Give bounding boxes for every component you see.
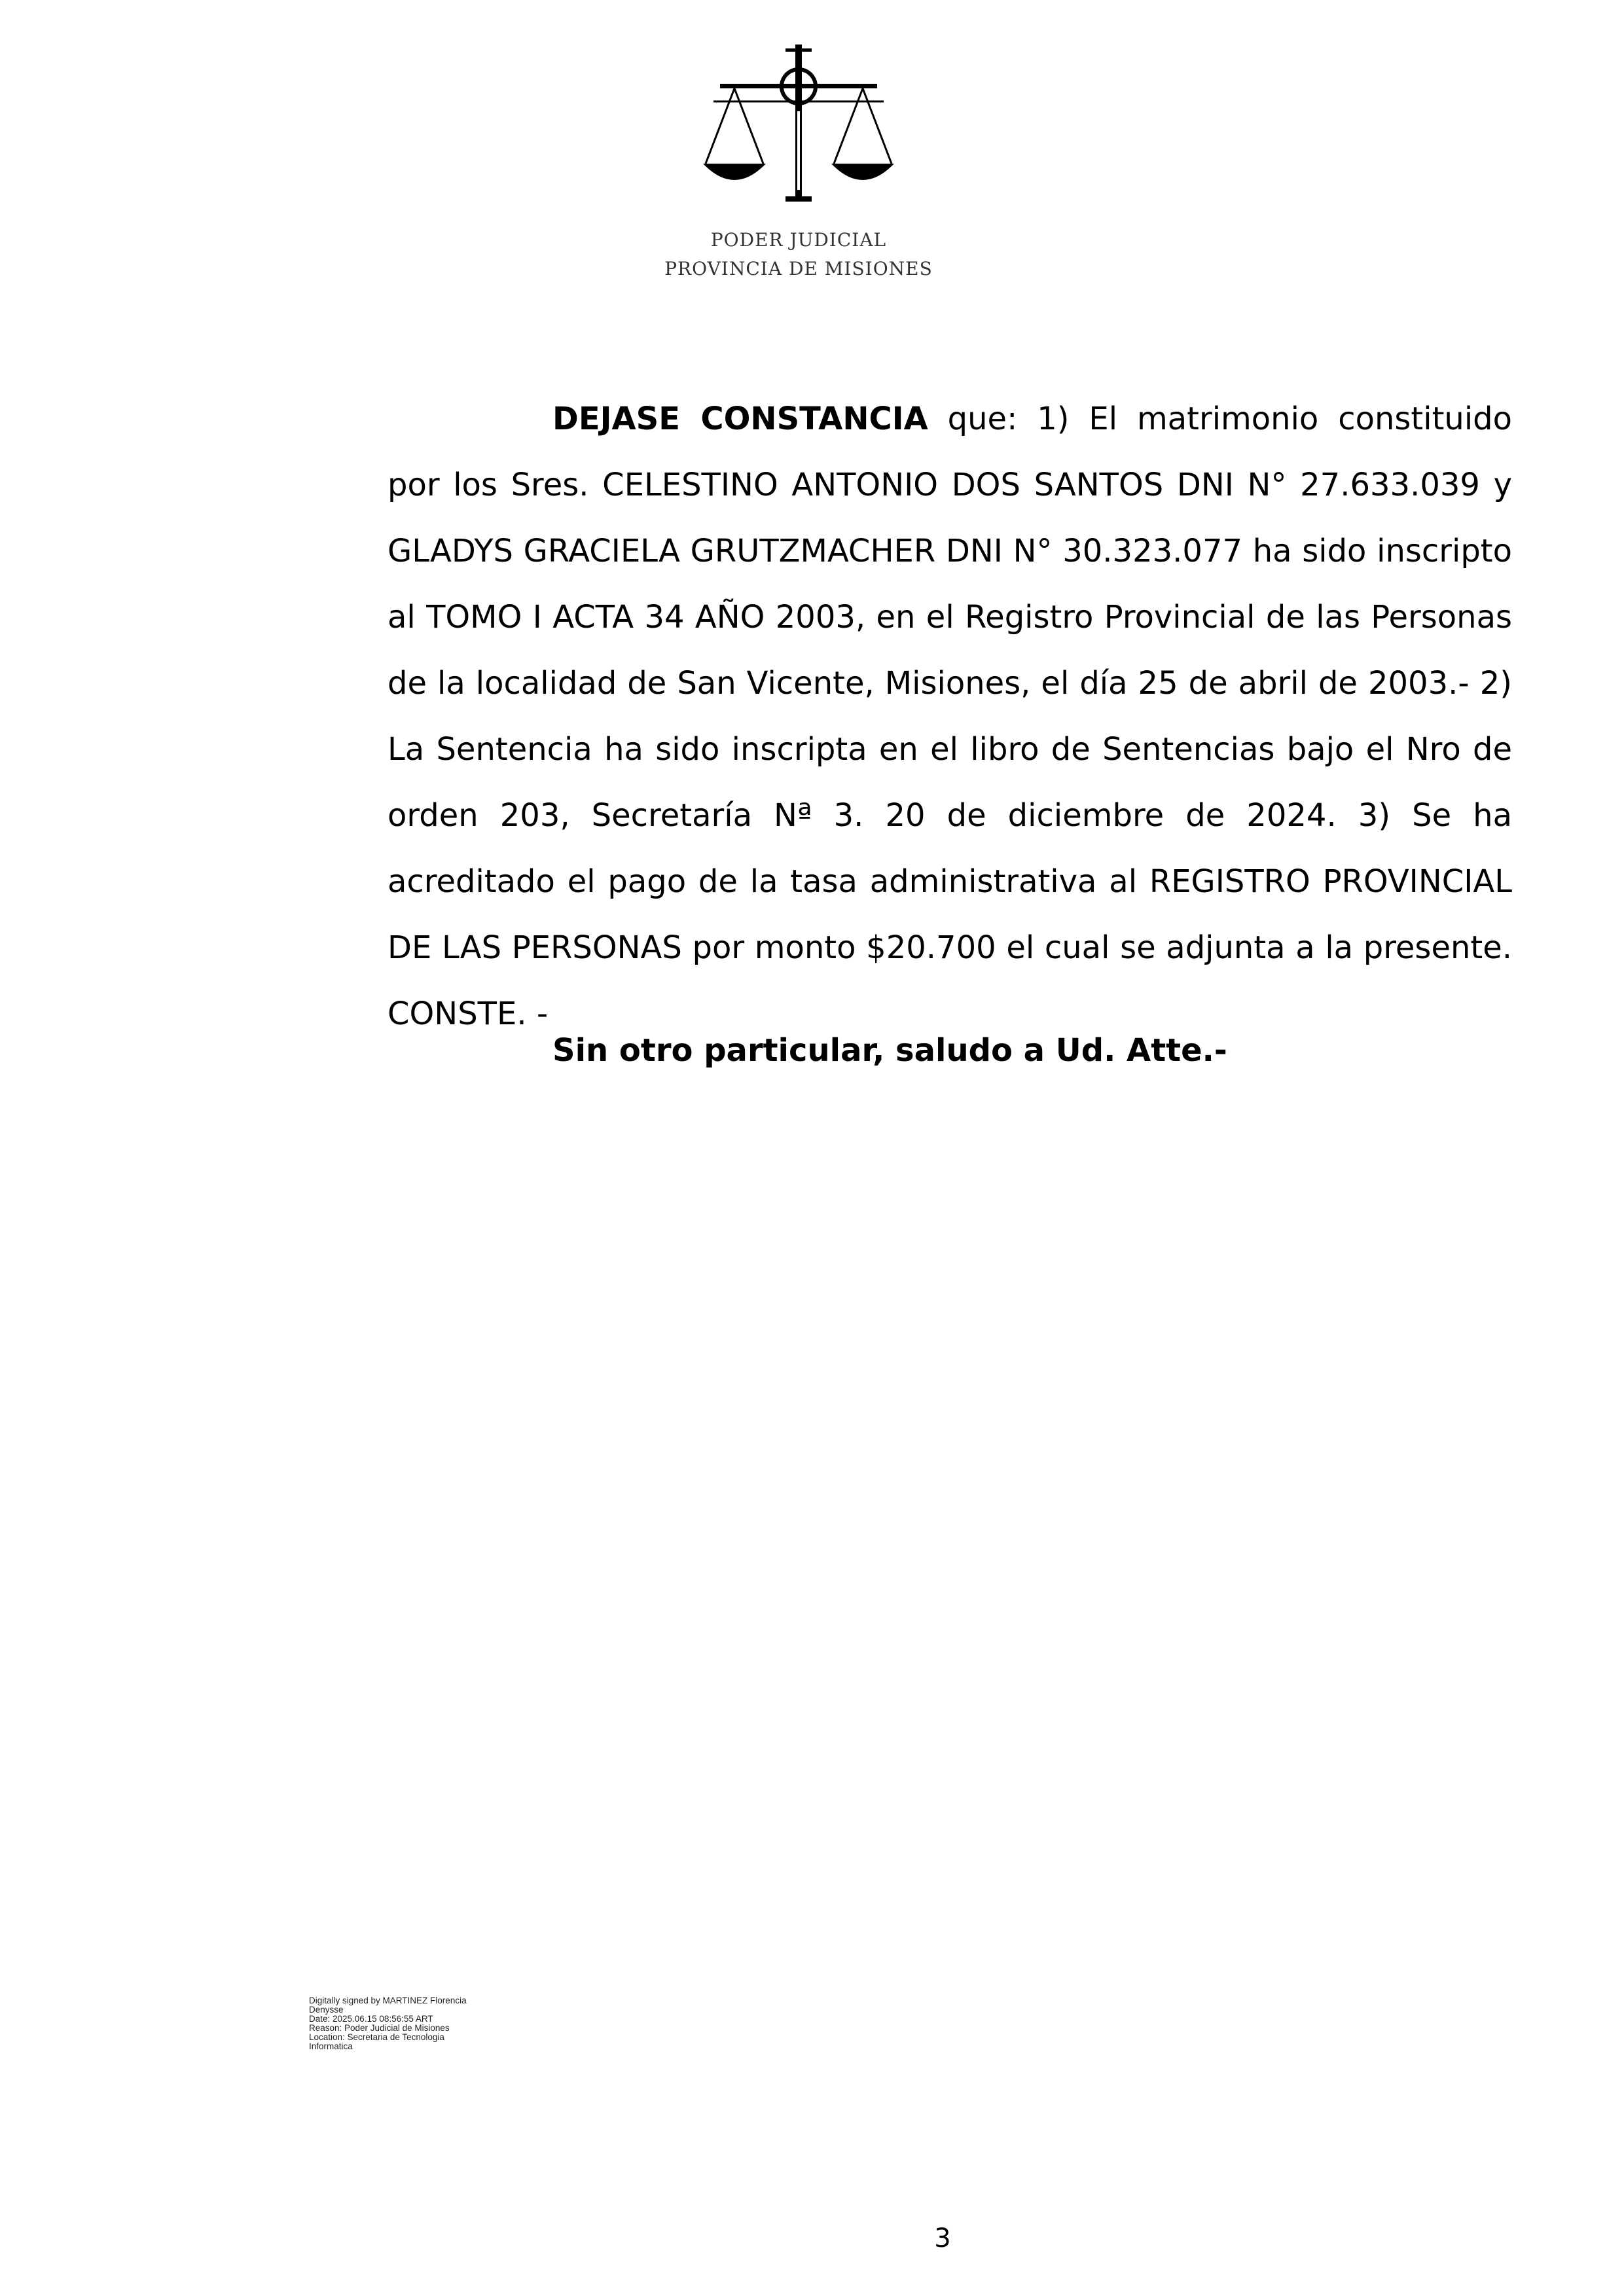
signature-reason: Reason: Poder Judicial de Misiones — [309, 2023, 450, 2033]
signature-location: Location: Secretaria de Tecnologia — [309, 2032, 444, 2042]
signature-signed-by-cont: Denysse — [309, 2005, 344, 2015]
institution-name — [641, 226, 956, 283]
constancia-paragraph — [388, 386, 1512, 1047]
scales-of-justice-icon — [694, 39, 903, 209]
page-number: 3 — [934, 2223, 951, 2253]
closing-salutation: Sin otro particular, saludo a Ud. Atte.- — [552, 1032, 1227, 1069]
constancia-heading: DEJASE CONSTANCIA — [552, 401, 928, 437]
signature-date: Date: 2025.06.15 08:56:55 ART — [309, 2014, 433, 2024]
signature-location-cont: Informatica — [309, 2041, 353, 2051]
signature-signed-by: Digitally signed by MARTINEZ Florencia — [309, 1996, 467, 2005]
digital-signature-block — [309, 1996, 525, 2051]
institution-line-1: PODER JUDICIAL — [710, 229, 887, 251]
constancia-text: que: 1) El matrimonio constituido por los Sres. CELESTINO ANTONIO DOS SANTOS DNI N° 27.633.039 y GLADYS GRACIELA GRUTZMACHER DNI N° 30.323.077 ha sido inscripto al TOMO I ACTA 34 AÑO 2003, en el Registro Provincial de las Personas de la localidad de San Vicente, Misiones, el día 25 de abril de 2003.- 2) La Sentencia ha sido inscripta en el libro de Sentencias bajo el Nro de orden 203, Secretaría Nª 3. 20 de diciembre de 2024. 3) Se ha acreditado el pago de la tasa administrativa al REGISTRO PROVINCIAL DE LAS PERSONAS por monto $20.700 el cual se adjunta a la presente. CONSTE. - — [388, 401, 1512, 1032]
institution-line-2: PROVINCIA DE MISIONES — [664, 258, 933, 279]
